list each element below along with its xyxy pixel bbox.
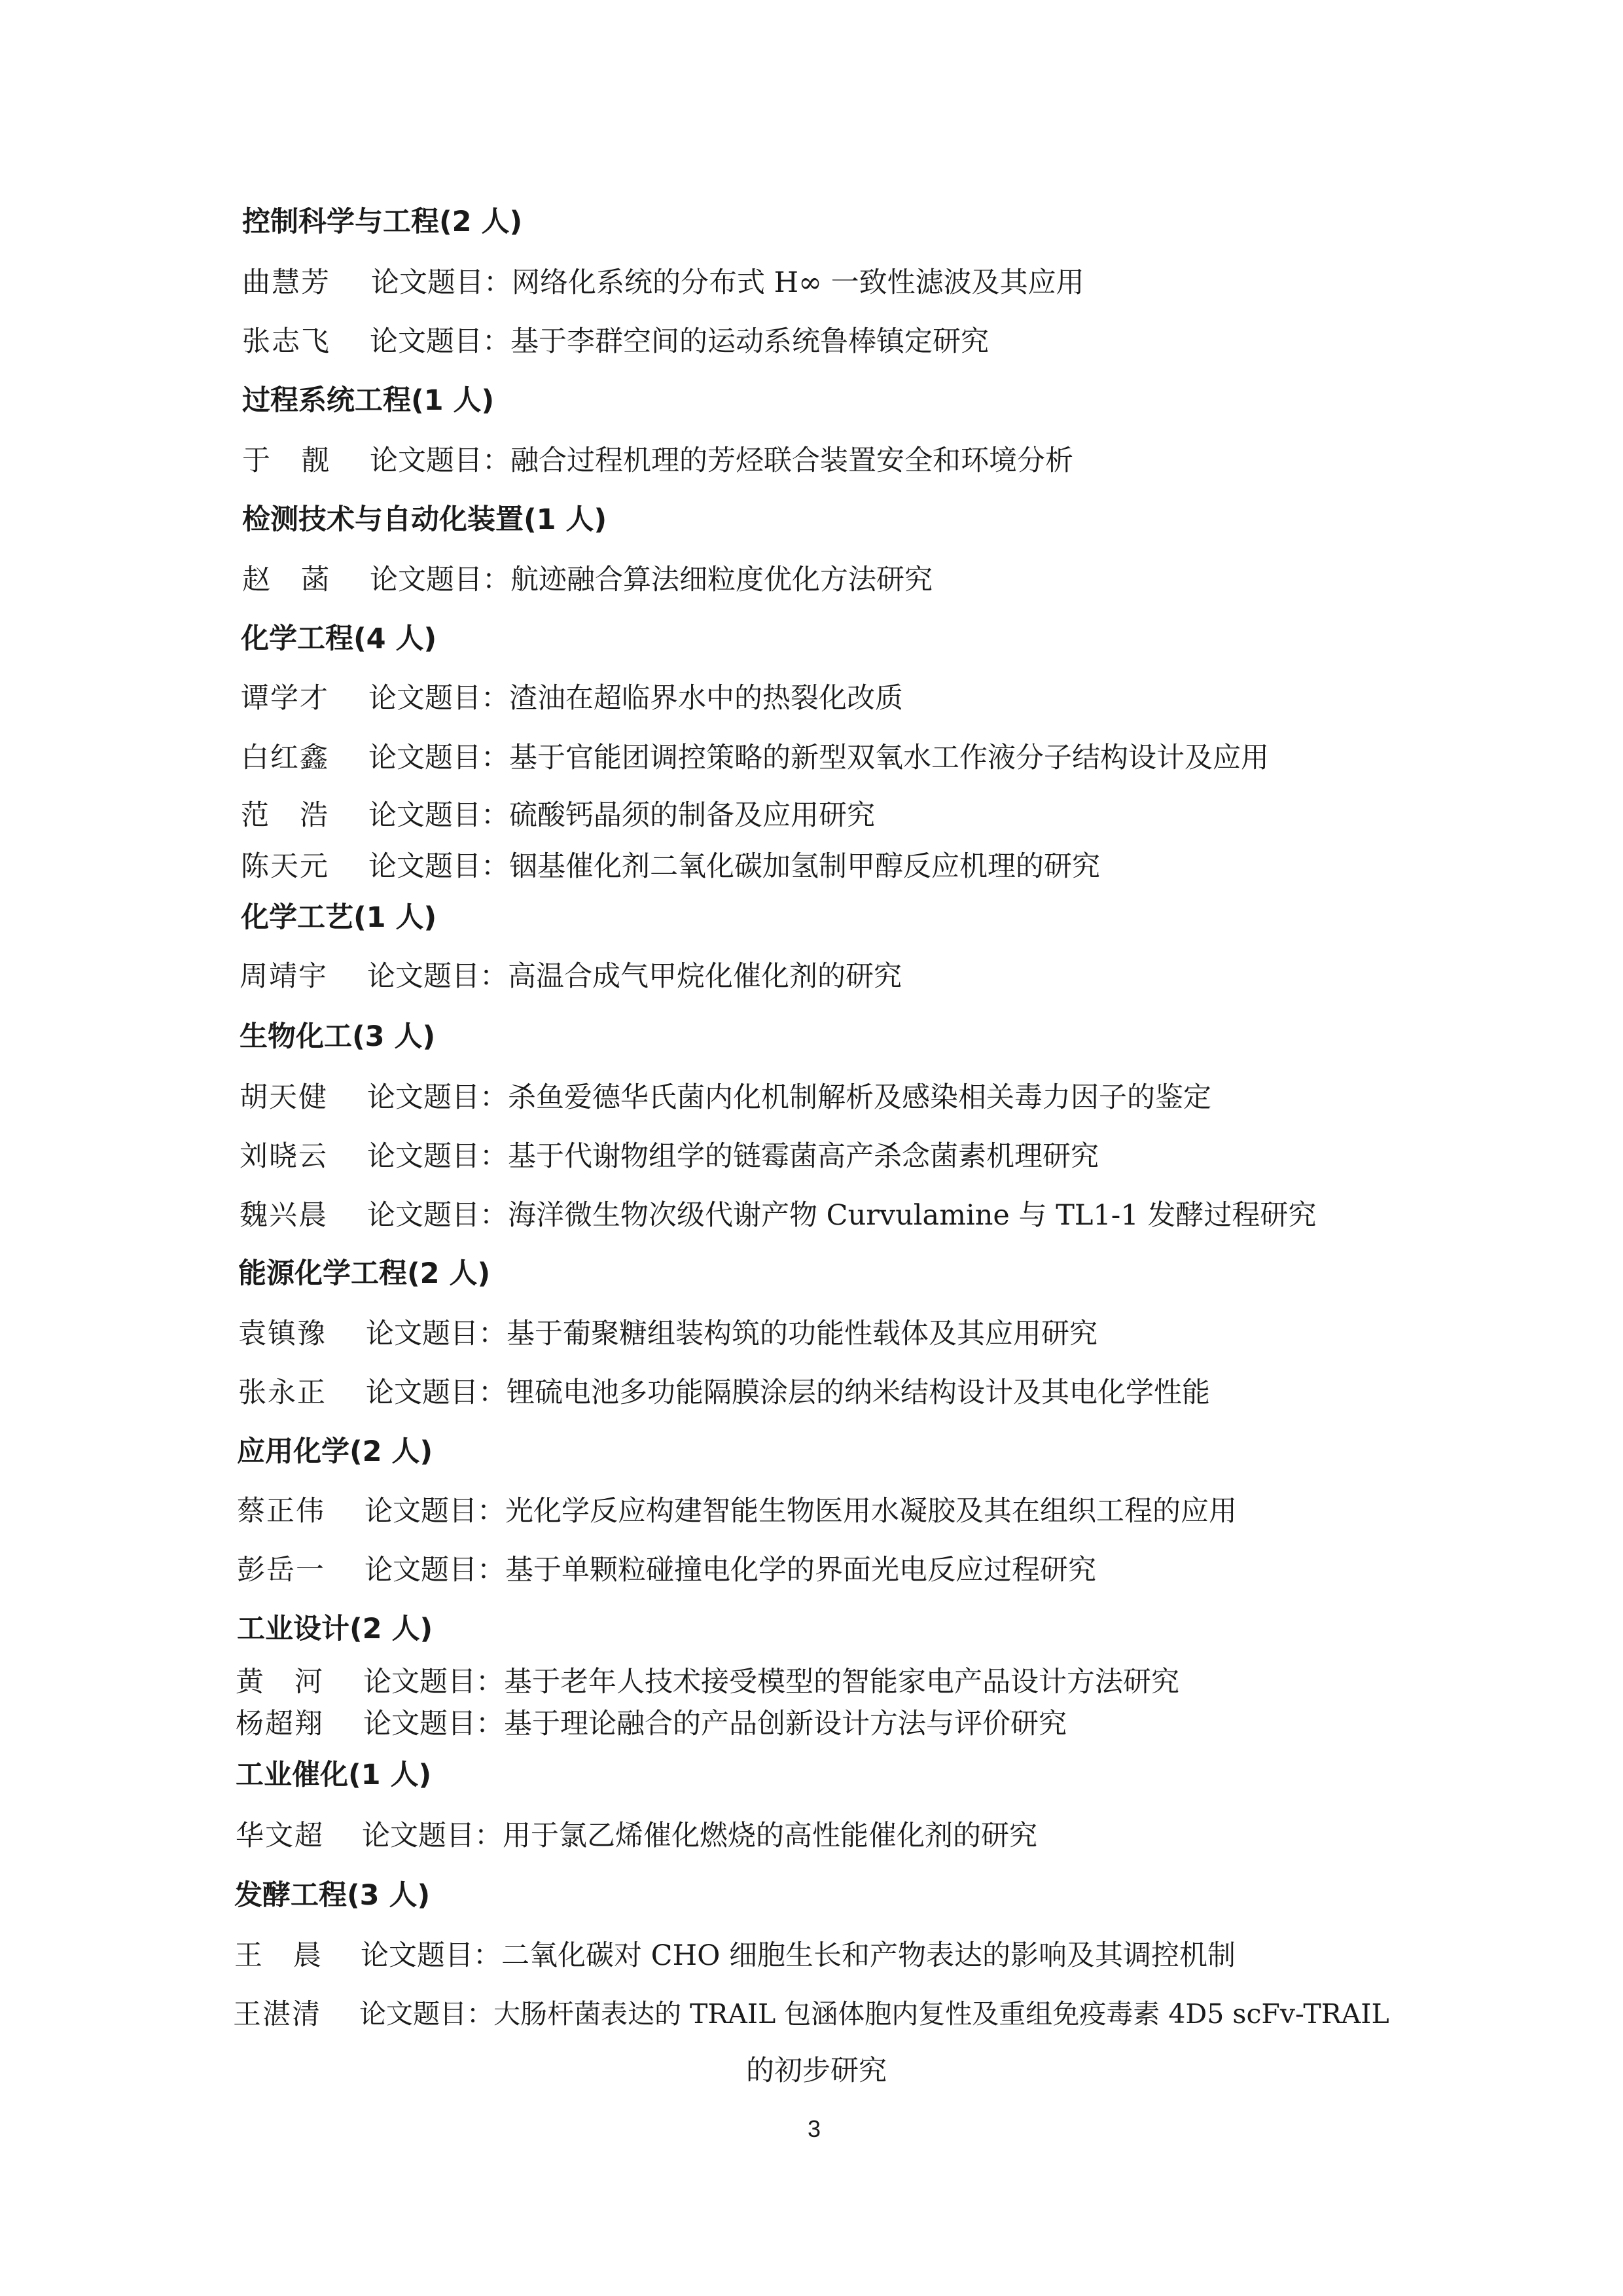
student-name: 黄 河	[236, 1666, 324, 1698]
thesis-title: 论文题目：基于理论融合的产品创新设计方法与评价研究	[363, 1708, 1067, 1740]
student-name: 张永正	[238, 1376, 327, 1409]
thesis-title: 论文题目：海洋微生物次级代谢产物 Curvulamine 与 TL1-1 发酵过程研究	[367, 1199, 1317, 1232]
student-name: 赵 菡	[242, 564, 330, 596]
thesis-title: 论文题目：大肠杆菌表达的 TRAIL 包涵体胞内复性及重组免疫毒素 4D5 scFv-TRAIL	[359, 1998, 1389, 2030]
student-name: 杨超翔	[236, 1708, 324, 1740]
section-header-fermentation-engineering: 发酵工程(3 人)	[234, 1879, 431, 1912]
student-name: 袁镇豫	[238, 1318, 327, 1350]
student-name: 魏兴晨	[240, 1199, 328, 1232]
student-name: 彭岳一	[237, 1554, 325, 1587]
section-header-process-systems: 过程系统工程(1 人)	[242, 384, 495, 417]
thesis-title: 论文题目：基于葡聚糖组装构筑的功能性载体及其应用研究	[366, 1318, 1097, 1350]
thesis-title: 论文题目：铟基催化剂二氧化碳加氢制甲醇反应机理的研究	[368, 850, 1100, 883]
thesis-title: 论文题目：渣油在超临界水中的热裂化改质	[368, 682, 903, 715]
section-header-industrial-design: 工业设计(2 人)	[237, 1613, 433, 1645]
thesis-title: 论文题目：光化学反应构建智能生物医用水凝胶及其在组织工程的应用	[365, 1495, 1237, 1528]
section-header-applied-chemistry: 应用化学(2 人)	[237, 1435, 433, 1468]
thesis-title: 论文题目：用于氯乙烯催化燃烧的高性能催化剂的研究	[362, 1820, 1037, 1852]
thesis-title: 论文题目：基于单颗粒碰撞电化学的界面光电反应过程研究	[365, 1554, 1096, 1587]
section-header-chemical-engineering: 化学工程(4 人)	[241, 622, 437, 655]
student-name: 陈天元	[241, 850, 329, 883]
thesis-title: 论文题目：高温合成气甲烷化催化剂的研究	[367, 960, 902, 993]
section-header-biochemical-engineering: 生物化工(3 人)	[240, 1020, 436, 1053]
student-name: 张志飞	[242, 325, 330, 358]
student-name: 于 靓	[242, 444, 330, 477]
section-header-chemical-technology: 化学工艺(1 人)	[241, 901, 437, 934]
student-name: 曲慧芳	[242, 266, 330, 299]
section-header-control-science: 控制科学与工程(2 人)	[242, 206, 523, 238]
thesis-title-continuation: 的初步研究	[746, 2054, 887, 2087]
student-name: 蔡正伟	[237, 1495, 325, 1528]
student-name: 王湛清	[233, 1998, 321, 2031]
student-name: 华文超	[236, 1820, 324, 1852]
page-number: 3	[808, 2115, 821, 2142]
section-header-energy-chemical-engineering: 能源化学工程(2 人)	[238, 1257, 491, 1290]
thesis-title: 论文题目：航迹融合算法细粒度优化方法研究	[370, 564, 933, 596]
thesis-title: 论文题目：基于官能团调控策略的新型双氧水工作液分子结构设计及应用	[368, 742, 1269, 774]
thesis-title: 论文题目：锂硫电池多功能隔膜涂层的纳米结构设计及其电化学性能	[366, 1376, 1210, 1409]
section-header-detection-automation: 检测技术与自动化装置(1 人)	[242, 503, 607, 536]
thesis-title: 论文题目：基于老年人技术接受模型的智能家电产品设计方法研究	[363, 1666, 1179, 1698]
student-name: 白红鑫	[241, 742, 329, 774]
student-name: 周靖宇	[240, 960, 328, 993]
thesis-title: 论文题目：融合过程机理的芳烃联合装置安全和环境分析	[370, 444, 1073, 477]
thesis-title: 论文题目：杀鱼爱德华氏菌内化机制解析及感染相关毒力因子的鉴定	[367, 1081, 1211, 1114]
student-name: 刘晓云	[240, 1140, 328, 1173]
thesis-title: 论文题目：网络化系统的分布式 H∞ 一致性滤波及其应用	[371, 266, 1084, 299]
student-name: 范 浩	[241, 799, 329, 832]
thesis-title: 论文题目：基于李群空间的运动系统鲁棒镇定研究	[370, 325, 989, 358]
student-name: 王 晨	[234, 1939, 323, 1972]
section-header-industrial-catalysis: 工业催化(1 人)	[236, 1759, 432, 1791]
student-name: 胡天健	[240, 1081, 328, 1114]
thesis-title: 论文题目：二氧化碳对 CHO 细胞生长和产物表达的影响及其调控机制	[361, 1939, 1236, 1972]
student-name: 谭学才	[241, 682, 329, 715]
thesis-title: 论文题目：硫酸钙晶须的制备及应用研究	[368, 799, 875, 832]
thesis-title: 论文题目：基于代谢物组学的链霉菌高产杀念菌素机理研究	[367, 1140, 1099, 1173]
